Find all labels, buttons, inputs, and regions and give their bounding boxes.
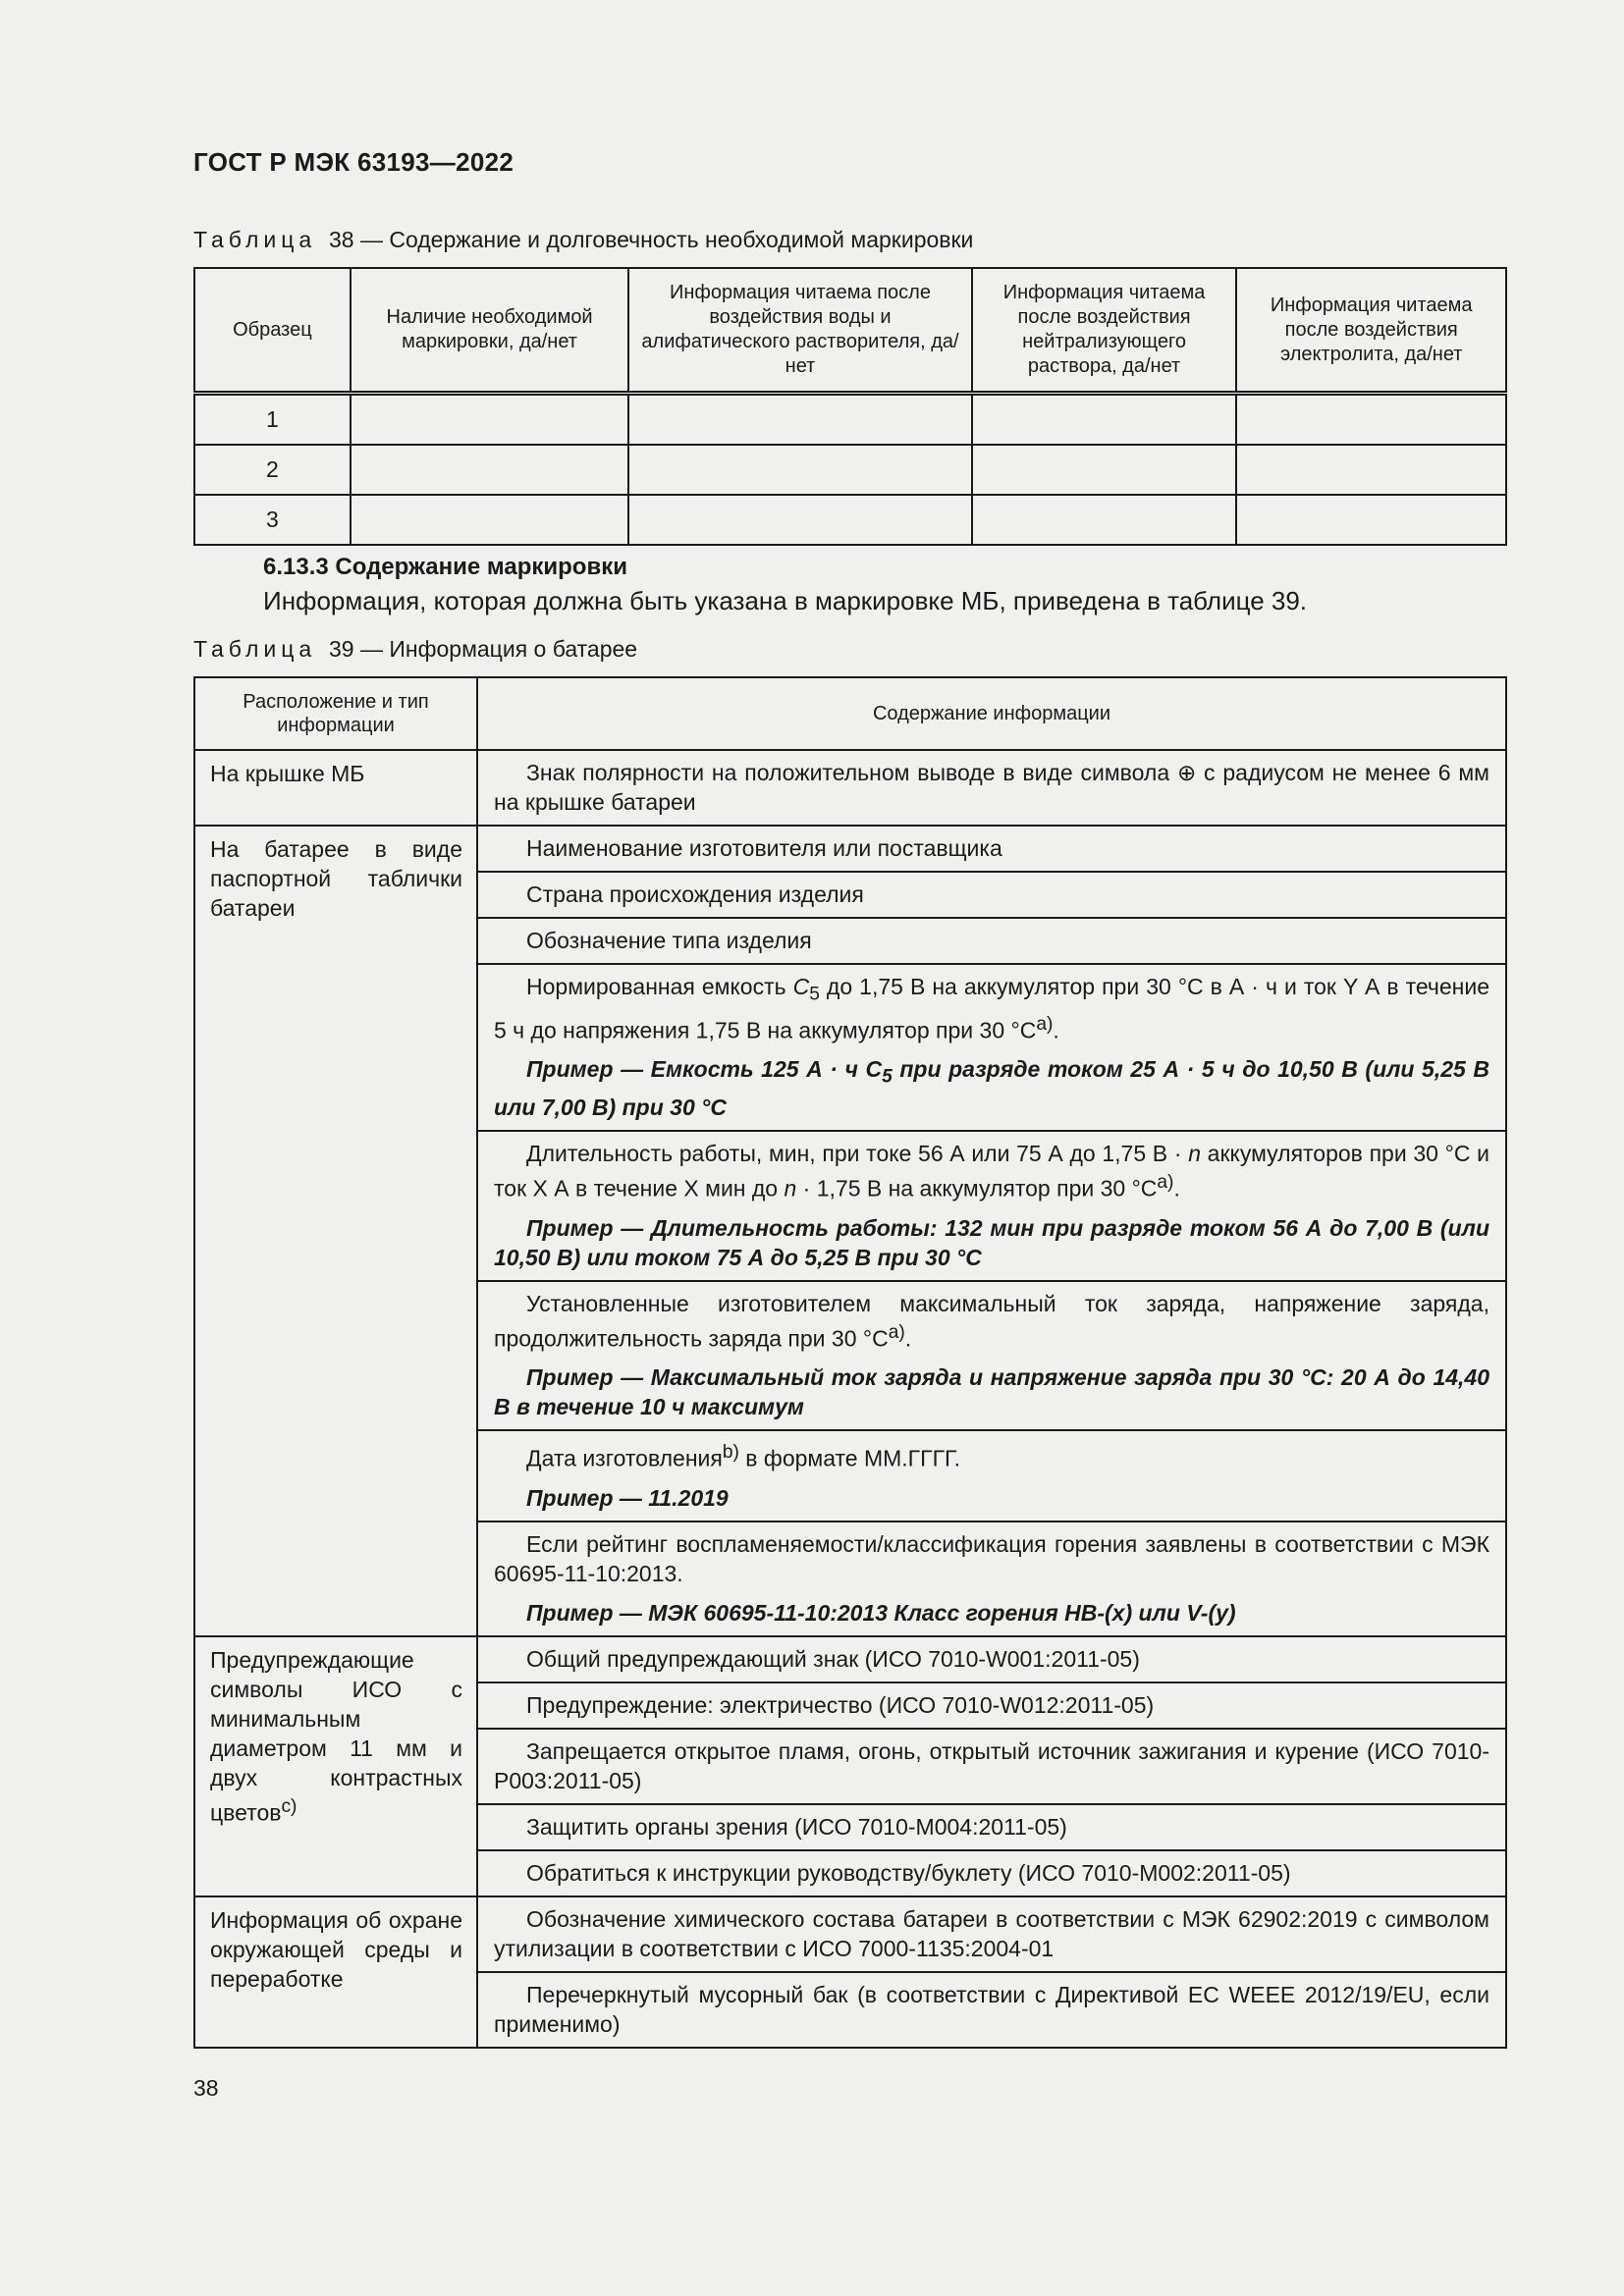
empty-cell <box>1236 394 1506 446</box>
example-text: Пример — МЭК 60695-11-10:2013 Класс горения НВ-(х) или V-(у) <box>526 1599 1236 1626</box>
content-cell <box>477 1636 1506 1682</box>
table-row <box>194 445 1506 495</box>
sample-number: 2 <box>194 445 351 495</box>
empty-cell <box>1236 445 1506 495</box>
empty-cell <box>628 394 971 446</box>
location-cell: На крышке МБ <box>194 750 477 826</box>
content-text: Длительность работы, мин, при токе 56 А или 75 А до 1,75 В · n аккумуляторов при 30 °С и ток Х А в течение Х мин до n · 1,75 В на аккумулятор при 30 $^\circ С^{а)}$. <box>494 1140 1489 1201</box>
table-38-caption <box>193 227 973 253</box>
content-text: Перечеркнутый мусорный бак (в соответствии с Директивой ЕС WEEE 2012/19/EU, если применимо) <box>494 1981 1489 2037</box>
caption-prefix: Таблица <box>193 636 317 662</box>
content-cell <box>477 1131 1506 1281</box>
column-header-content: Содержание информации <box>477 677 1506 750</box>
empty-cell <box>972 445 1237 495</box>
location-cell: Информация об охране окружающей среды и переработке <box>194 1896 477 2048</box>
content-text: Обозначение химического состава батареи в соответствии с МЭК 62902:2019 с символом утилизации в соответствии с ИСО 7000-1135:2004-01 <box>494 1905 1489 1961</box>
content-text: Установленные изготовителем максимальный ток заряда, напряжение заряда, продолжительность заряда при 30 $^\circ С^{а)}$. <box>494 1290 1489 1352</box>
table-row <box>194 394 1506 446</box>
content-text: Нормированная емкость $C_5$ до 1,75 В на аккумулятор при 30 °С в А · ч и ток Y А в течение 5 ч до напряжения 1,75 В на аккумулятор при 30 $^\circ С^{а)}$. <box>494 974 1489 1043</box>
content-cell <box>477 1281 1506 1431</box>
table-header-row <box>194 677 1506 750</box>
empty-cell <box>351 445 629 495</box>
empty-cell <box>351 394 629 446</box>
content-cell <box>477 826 1506 872</box>
caption-text: 38 — Содержание и долговечность необходимой маркировки <box>328 227 974 252</box>
content-text: Обозначение типа изделия <box>526 928 812 953</box>
content-text: Дата изготовления$^{b)}$ в формате ММ.ГГГГ. <box>526 1442 961 1471</box>
content-cell <box>477 1682 1506 1729</box>
content-cell <box>477 1522 1506 1636</box>
content-cell <box>477 750 1506 826</box>
content-cell <box>477 1896 1506 1972</box>
location-cell: На батарее в виде паспортной таблички батареи <box>194 826 477 1636</box>
example-text: Пример — Емкость 125 А · ч $C_5$ при разряде током 25 А · 5 ч до 10,50 В (или 5,25 В или 7,00 В) при 30 °С <box>494 1056 1489 1120</box>
table-39-caption <box>193 636 637 663</box>
content-cell <box>477 872 1506 918</box>
column-header: Информация читаема после воздействия воды и алифатического растворителя, да/нет <box>628 268 971 394</box>
content-text: Если рейтинг воспламеняемости/классификация горения заявлены в соответствии с МЭК 60695-11-10:2013. <box>494 1530 1489 1586</box>
document-header: ГОСТ Р МЭК 63193—2022 <box>193 147 514 177</box>
content-text: Защитить органы зрения (ИСО 7010-М004:2011-05) <box>526 1813 1067 1840</box>
content-cell <box>477 964 1506 1131</box>
content-cell <box>477 1729 1506 1804</box>
table-row <box>194 1896 1506 1972</box>
caption-text: 39 — Информация о батарее <box>328 636 638 662</box>
empty-cell <box>628 495 971 545</box>
content-cell <box>477 1430 1506 1522</box>
sample-number: 3 <box>194 495 351 545</box>
section-paragraph: Информация, которая должна быть указана в маркировке МБ, приведена в таблице 39. <box>263 586 1308 615</box>
column-header: Информация читаема после воздействия электролита, да/нет <box>1236 268 1506 394</box>
table-38 <box>193 267 1507 546</box>
column-header-location: Расположение и тип информации <box>194 677 477 750</box>
content-text: Общий предупреждающий знак (ИСО 7010-W001:2011-05) <box>526 1645 1140 1672</box>
table-header-row <box>194 268 1506 394</box>
empty-cell <box>972 394 1237 446</box>
sample-number: 1 <box>194 394 351 446</box>
example-text: Пример — 11.2019 <box>526 1484 729 1511</box>
column-header: Информация читаема после воздействия нейтрализующего раствора, да/нет <box>972 268 1237 394</box>
content-text: Страна происхождения изделия <box>526 881 864 907</box>
content-text: Наименование изготовителя или поставщика <box>526 835 1002 861</box>
table-row <box>194 1636 1506 1682</box>
location-cell: Предупреждающие символы ИСО с минимальным диаметром 11 мм и двух контрастных цветов$^{c)}$ <box>194 1636 477 1896</box>
content-text: Предупреждение: электричество (ИСО 7010-W012:2011-05) <box>526 1691 1155 1718</box>
column-header: Образец <box>194 268 351 394</box>
table-row <box>194 750 1506 826</box>
empty-cell <box>1236 495 1506 545</box>
table-row <box>194 826 1506 872</box>
caption-prefix: Таблица <box>193 227 317 252</box>
empty-cell <box>351 495 629 545</box>
column-header: Наличие необходимой маркировки, да/нет <box>351 268 629 394</box>
empty-cell <box>972 495 1237 545</box>
content-cell <box>477 1972 1506 2048</box>
example-text: Пример — Максимальный ток заряда и напряжение заряда при 30 °С: 20 А до 14,40 В в течение 10 ч максимум <box>494 1364 1489 1420</box>
content-cell <box>477 918 1506 964</box>
table-39 <box>193 676 1507 2049</box>
section-heading: 6.13.3 Содержание маркировки <box>263 554 627 580</box>
content-text: Запрещается открытое пламя, огонь, открытый источник зажигания и курение (ИСО 7010-Р003:2011-05) <box>494 1737 1489 1793</box>
content-cell <box>477 1804 1506 1850</box>
empty-cell <box>628 445 971 495</box>
page-number: 38 <box>193 2075 219 2101</box>
example-text: Пример — Длительность работы: 132 мин при разряде током 56 А до 7,00 В (или 10,50 В) или током 75 А до 5,25 В при 30 °С <box>494 1214 1489 1270</box>
content-cell <box>477 1850 1506 1896</box>
content-text: Обратиться к инструкции руководству/буклету (ИСО 7010-М002:2011-05) <box>526 1859 1291 1886</box>
content-text: Знак полярности на положительном выводе в виде символа ⊕ с радиусом не менее 6 мм на крышке батареи <box>494 760 1489 815</box>
table-row <box>194 495 1506 545</box>
